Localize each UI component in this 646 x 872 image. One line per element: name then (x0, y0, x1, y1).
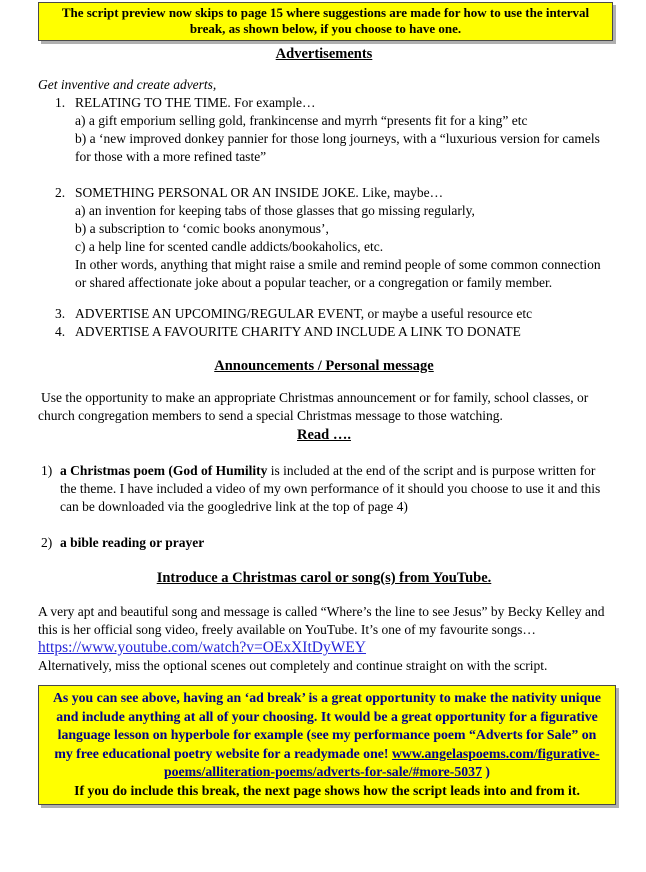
read-item-bold-run: a Christmas poem (God of Humility (60, 463, 268, 478)
advert-subitem-1a: a) a gift emporium selling gold, frankincense and myrrh “presents fit for a king” etc (75, 113, 528, 128)
read-item-bold-run: a bible reading or prayer (60, 535, 205, 550)
advert-subitem-1b: b) a ‘new improved donkey pannier for those long journeys, with a “luxurious version for camels for those with a more refined taste” (75, 131, 600, 164)
advert-subitem-2a: a) an invention for keeping tabs of those glasses that go missing regularly, (75, 203, 475, 218)
read-item-regular-run: is included at the end of the script and is purpose written for the theme. I have included a video of my own performance of it should you choose to use it and this can be downloaded via the googledrive link at the top of page 4) (60, 463, 601, 514)
bottom-notice-last-line: If you do include this break, the next page shows how the script leads into and from it. (74, 782, 580, 798)
announcement-paragraph: Use the opportunity to make an appropriate Christmas announcement or for family, school classes, or church congregation members to send a special Christmas message to those watching. (38, 390, 589, 423)
list-item-text: ADVERTISE AN UPCOMING/REGULAR EVENT, or maybe a useful resource etc (75, 306, 533, 321)
list-item-text: ADVERTISE A FAVOURITE CHARITY AND INCLUDE A LINK TO DONATE (75, 324, 521, 339)
advert-item-4 (55, 323, 610, 341)
youtube-paragraph (38, 603, 610, 675)
list-item-text: RELATING TO THE TIME. For example… (75, 95, 316, 110)
top-notice-text: The script preview now skips to page 15 where suggestions are made for how to use the interval break, as shown below, if you choose to have one. (61, 5, 590, 36)
heading-introduce-song: Introduce a Christmas carol or song(s) from YouTube. (156, 570, 492, 586)
read-item-2 (41, 534, 610, 552)
bottom-notice-close-paren: ) (481, 764, 491, 779)
advert-item-2-note: In other words, anything that might raise a smile and remind people of some common connection or shared affectionate joke about a popular teacher, or a congregation or family member. (75, 257, 601, 290)
heading-announcements: Announcements / Personal message (214, 358, 434, 374)
youtube-link[interactable]: https://www.youtube.com/watch?v=OExXItDyWEY (38, 639, 367, 656)
angelaspoems-link[interactable]: www.angelaspoems.com/figurative-poems/alliteration-poems/adverts-for-sale/#more-5037 (163, 745, 600, 779)
top-notice-box (38, 2, 613, 41)
bottom-notice-text: As you can see above, having an ‘ad break’ is a great opportunity to make the nativity unique and include anything at all of your choosing. It would be a great opportunity for a figurative language lesson on hyperbole for example (see my performance poem “Adverts for Sale” on my free educational poetry website for a readymade one! (52, 690, 602, 761)
advert-subitem-2c: c) a help line for scented candle addicts/bookaholics, etc. (75, 239, 384, 254)
heading-read: Read …. (297, 427, 351, 443)
list-number: 1. (55, 95, 66, 110)
read-item-1 (41, 462, 610, 516)
advert-item-1 (55, 94, 610, 112)
list-number: 4. (55, 324, 66, 339)
read-item-text (60, 462, 610, 516)
advert-item-3 (55, 305, 610, 323)
youtube-paragraph-alternative: Alternatively, miss the optional scenes out completely and continue straight on with the script. (38, 658, 548, 673)
intro-italic-line: Get inventive and create adverts, (38, 77, 217, 92)
list-number: 2) (41, 535, 53, 550)
list-number: 1) (41, 463, 53, 478)
list-item-text: SOMETHING PERSONAL OR AN INSIDE JOKE. Like, maybe… (75, 185, 444, 200)
bottom-notice-box (38, 685, 616, 805)
list-number: 2. (55, 185, 66, 200)
list-number: 3. (55, 306, 66, 321)
advert-item-2 (55, 184, 610, 202)
read-item-text (60, 534, 610, 552)
heading-advertisements: Advertisements (275, 46, 373, 62)
youtube-paragraph-text: A very apt and beautiful song and message is called “Where’s the line to see Jesus” by Becky Kelley and this is her official song video, freely available on YouTube. It’s one of my favourite songs… (38, 604, 605, 637)
advert-subitem-2b: b) a subscription to ‘comic books anonymous’, (75, 221, 329, 236)
